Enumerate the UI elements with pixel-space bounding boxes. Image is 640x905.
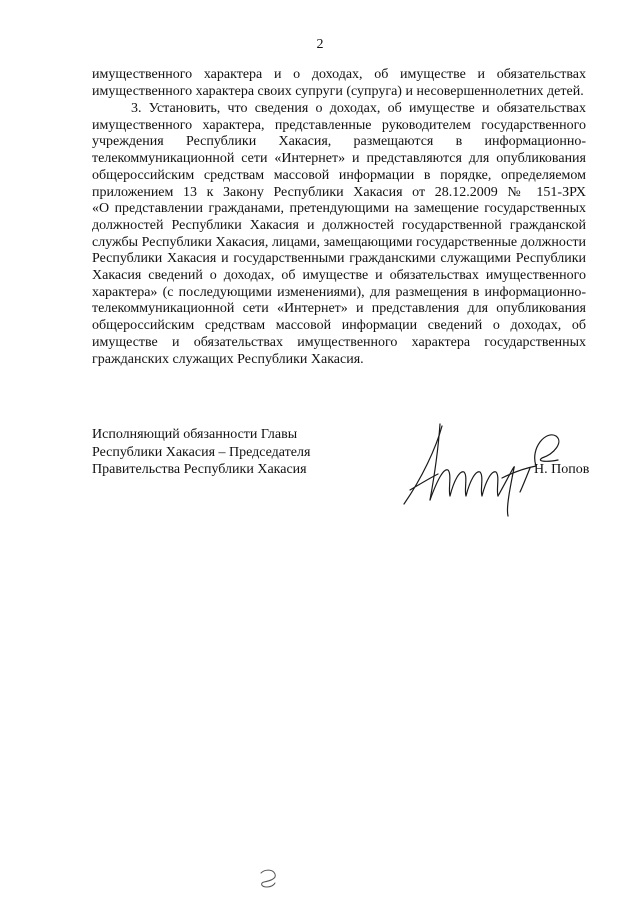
text-line: службы Республики Хакасия, лицами, замещающими государственные должности: [92, 234, 586, 250]
signatory-title: [92, 426, 310, 479]
text-line: общероссийским средствам массовой информации в порядке, определяемом: [92, 167, 586, 183]
text-line: телекоммуникационной сети «Интернет» и представления для опубликования: [92, 301, 586, 317]
paragraph-continuation: [92, 67, 586, 100]
text-line: должностей Республики Хакасия и должностей государственной гражданской: [92, 217, 586, 233]
page-number: 2: [316, 37, 324, 52]
text-line: «О представлении гражданами, претендующими на замещение государственных: [92, 201, 586, 217]
scan-mark: [255, 865, 281, 891]
text-line: имущественного характера и о доходах, об имуществе и обязательствах: [92, 67, 586, 82]
text-line: имущественного характера своих супруги (супруга) и несовершеннолетних детей.: [92, 83, 584, 99]
text-line: общероссийским средствам массовой информации сведений о доходах, об: [92, 318, 586, 334]
text-line: телекоммуникационной сети «Интернет» и представляются для опубликования: [92, 151, 586, 167]
text-line: учреждения Республики Хакасия, размещаются в информационно-: [92, 134, 586, 150]
text-line: гражданских служащих Республики Хакасия.: [92, 351, 364, 367]
signatory-title-line: Правительства Республики Хакасия: [92, 462, 307, 477]
text-line: Республики Хакасия и государственными гражданскими служащими Республики: [92, 251, 586, 267]
paragraph-item-3: [92, 101, 586, 368]
text-line: 3. Установить, что сведения о доходах, об имуществе и обязательствах: [131, 101, 586, 116]
text-line: имуществе и обязательствах имущественного характера государственных: [92, 334, 586, 350]
text-line: Хакасия сведений о доходах, об имуществе и обязательствах имущественного: [92, 268, 586, 284]
text-line: характера» (с последующими изменениями), для размещения в информационно-: [92, 284, 586, 300]
signatory-title-line: Исполняющий обязанности Главы: [92, 427, 298, 442]
signatory-title-line: Республики Хакасия – Председателя: [92, 444, 311, 460]
text-line: приложением 13 к Закону Республики Хакасия от 28.12.2009 № 151-ЗРХ: [92, 184, 586, 200]
signer-name: Н. Попов: [534, 462, 590, 477]
text-line: имущественного характера, представленные руководителем государственного: [92, 117, 586, 133]
